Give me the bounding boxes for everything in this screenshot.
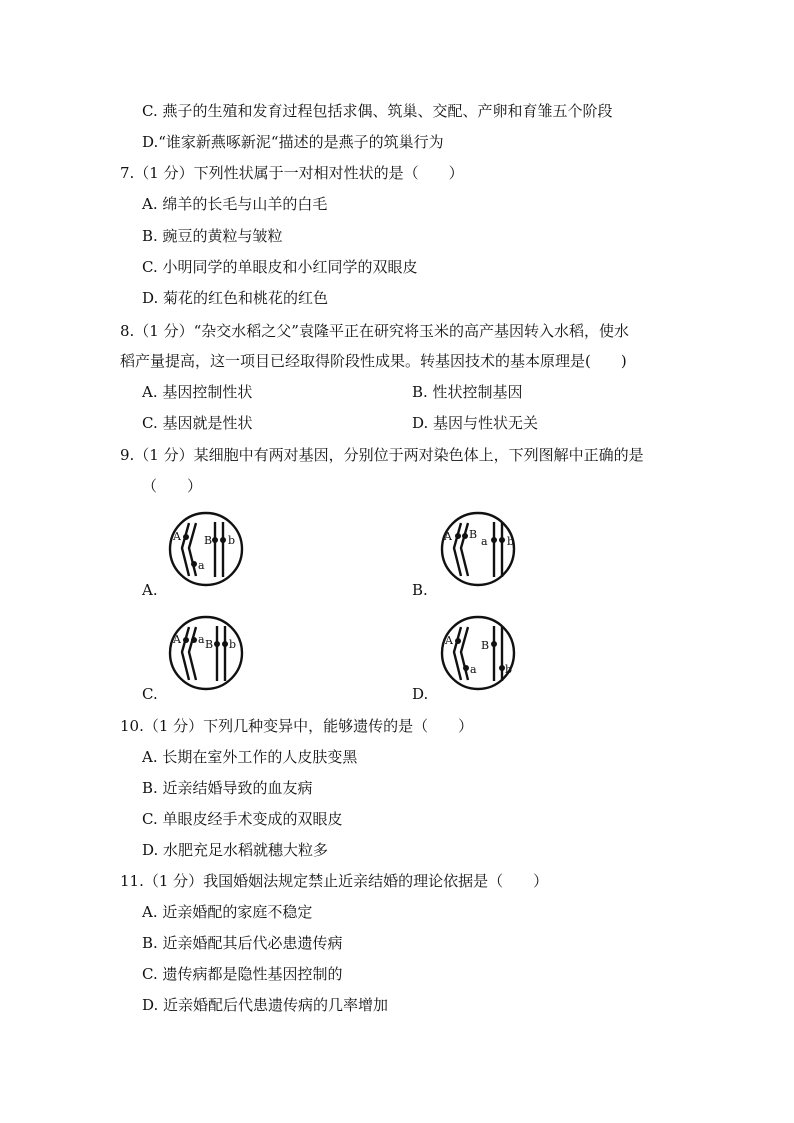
q9-label-c: C. bbox=[142, 685, 158, 703]
q9-figure-a bbox=[168, 510, 250, 592]
q10-option-d: D. 水肥充足水稻就穗大粒多 bbox=[142, 841, 329, 859]
fig-b-gene-label: B bbox=[469, 528, 478, 541]
q9-label-a: A. bbox=[142, 581, 158, 599]
q11-stem: 11.（1 分）我国婚姻法规定禁止近亲结婚的理论依据是（ ） bbox=[120, 872, 549, 890]
q10-option-b: B. 近亲结婚导致的血友病 bbox=[142, 779, 313, 797]
fig-d-gene-label: A bbox=[445, 634, 453, 647]
q7-option-c: C. 小明同学的单眼皮和小红同学的双眼皮 bbox=[142, 258, 418, 276]
q10-option-c: C. 单眼皮经手术变成的双眼皮 bbox=[142, 810, 343, 828]
q11-option-c: C. 遗传病都是隐性基因控制的 bbox=[142, 965, 343, 983]
q9-figure-d bbox=[440, 614, 522, 696]
q7-option-a: A. 绵羊的长毛与山羊的白毛 bbox=[142, 195, 328, 213]
q7-option-d: D. 菊花的红色和桃花的红色 bbox=[142, 289, 329, 307]
fig-b-gene-label: a bbox=[481, 535, 488, 548]
fig-d-gene-label: b bbox=[505, 663, 513, 676]
q9-figure-b bbox=[440, 510, 522, 592]
q11-option-d: D. 近亲婚配后代患遗传病的几率增加 bbox=[142, 996, 389, 1014]
q8-stem-line2: 稻产量提高，这一项目已经取得阶段性成果。转基因技术的基本原理是( ) bbox=[120, 352, 627, 370]
fig-a-gene-label: B bbox=[204, 534, 213, 547]
q6-option-c: C. 燕子的生殖和发育过程包括求偶、筑巢、交配、产卵和育雏五个阶段 bbox=[142, 102, 613, 120]
q9-stem-line1: 9.（1 分）某细胞中有两对基因，分别位于两对染色体上，下列图解中正确的是 bbox=[120, 446, 644, 464]
q6-option-d: D.“谁家新燕啄新泥“描述的是燕子的筑巢行为 bbox=[142, 133, 444, 151]
q8-stem-line1: 8.（1 分）“杂交水稻之父”袁隆平正在研究将玉米的高产基因转入水稻，使水 bbox=[120, 322, 629, 340]
fig-a-gene-label: a bbox=[198, 559, 205, 572]
fig-c-gene-label: a bbox=[198, 633, 205, 646]
fig-d-gene-label: a bbox=[470, 663, 477, 676]
fig-b-gene-label: A bbox=[444, 530, 452, 543]
fig-c-gene-label: b bbox=[229, 638, 237, 651]
fig-a-gene-label: A bbox=[173, 530, 181, 543]
q9-label-d: D. bbox=[412, 685, 429, 703]
q8-option-b: B. 性状控制基因 bbox=[412, 383, 523, 401]
q11-option-a: A. 近亲婚配的家庭不稳定 bbox=[142, 903, 313, 921]
q9-stem-line2: （ ） bbox=[142, 477, 203, 495]
fig-b-gene-label: b bbox=[507, 535, 515, 548]
q7-option-b: B. 豌豆的黄粒与皱粒 bbox=[142, 227, 283, 245]
fig-c-gene-label: B bbox=[205, 638, 214, 651]
q9-figure-c bbox=[168, 614, 250, 696]
q9-label-b: B. bbox=[412, 581, 428, 599]
q8-option-a: A. 基因控制性状 bbox=[142, 383, 253, 401]
q7-stem: 7.（1 分）下列性状属于一对相对性状的是（ ） bbox=[120, 164, 464, 182]
q8-option-d: D. 基因与性状无关 bbox=[412, 414, 539, 432]
fig-a-gene-label: b bbox=[228, 534, 236, 547]
q10-option-a: A. 长期在室外工作的人皮肤变黑 bbox=[142, 748, 358, 766]
fig-c-gene-label: A bbox=[173, 633, 181, 646]
q10-stem: 10.（1 分）下列几种变异中，能够遗传的是（ ） bbox=[120, 717, 474, 735]
q8-option-c: C. 基因就是性状 bbox=[142, 414, 253, 432]
fig-d-gene-label: B bbox=[481, 639, 490, 652]
q11-option-b: B. 近亲婚配其后代必患遗传病 bbox=[142, 934, 343, 952]
